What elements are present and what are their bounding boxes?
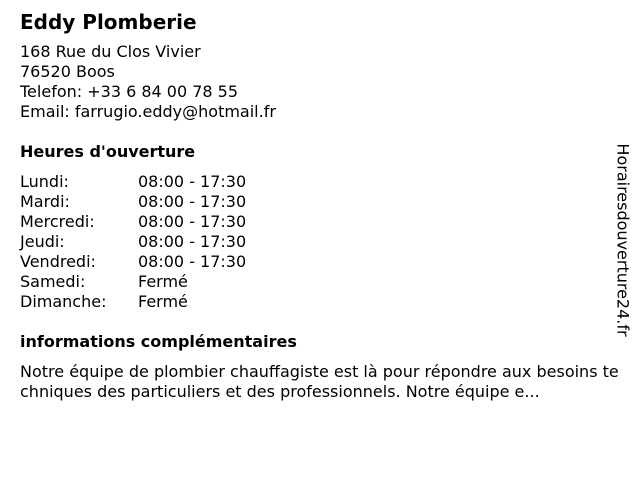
phone-number: Telefon: +33 6 84 00 78 55 (20, 82, 239, 101)
hours-time: 08:00 - 17:30 (138, 252, 247, 271)
hours-time: 08:00 - 17:30 (138, 192, 247, 211)
hours-row-wednesday (20, 212, 620, 232)
opening-hours-heading: Heures d'ouverture (20, 142, 196, 161)
hours-time: 08:00 - 17:30 (138, 232, 247, 251)
hours-row-sunday (20, 292, 620, 312)
business-name: Eddy Plomberie (20, 10, 197, 34)
hours-time: 08:00 - 17:30 (138, 212, 247, 231)
hours-day: Samedi: (20, 272, 86, 291)
site-watermark-text: Horairesdouverture24.fr (614, 143, 634, 337)
address-block (20, 42, 620, 122)
hours-row-monday (20, 172, 620, 192)
business-card (20, 10, 620, 402)
hours-row-saturday (20, 272, 620, 292)
city-postal: 76520 Boos (20, 62, 115, 81)
site-watermark (610, 136, 636, 344)
hours-row-thursday (20, 232, 620, 252)
email-address: Email: farrugio.eddy@hotmail.fr (20, 102, 276, 121)
hours-row-tuesday (20, 192, 620, 212)
hours-day: Dimanche: (20, 292, 107, 311)
hours-time: 08:00 - 17:30 (138, 172, 247, 191)
additional-info-heading: informations complémentaires (20, 332, 297, 351)
hours-day: Mercredi: (20, 212, 95, 231)
street-address: 168 Rue du Clos Vivier (20, 42, 201, 61)
hours-time: Fermé (138, 292, 188, 311)
additional-info-text: Notre équipe de plombier chauffagiste est là pour répondre aux besoins techniques des particuliers et des professionnels. Notre équipe e... (20, 362, 619, 401)
hours-time: Fermé (138, 272, 188, 291)
hours-row-friday (20, 252, 620, 272)
hours-day: Mardi: (20, 192, 70, 211)
hours-day: Vendredi: (20, 252, 96, 271)
opening-hours-table (20, 172, 620, 312)
hours-day: Jeudi: (20, 232, 65, 251)
hours-day: Lundi: (20, 172, 69, 191)
